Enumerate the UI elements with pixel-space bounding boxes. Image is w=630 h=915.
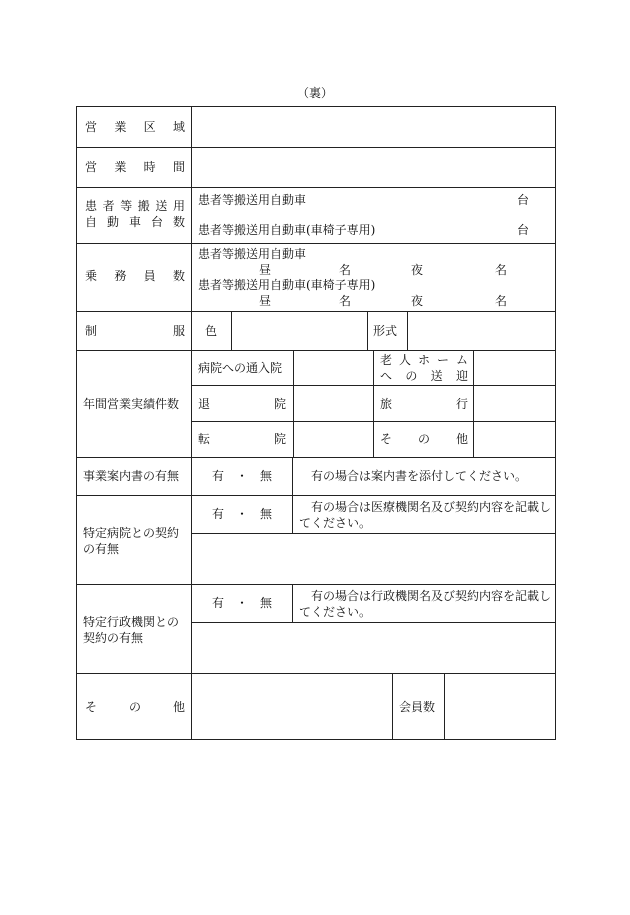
crew-wheelchair-night: 夜 [411, 294, 424, 308]
cell-divider [192, 622, 555, 623]
cell-divider [231, 311, 232, 350]
government-contract-label: 特定行政機関との契約の有無 [83, 615, 180, 645]
annual-results-label: 年間営業実績件数 [83, 397, 180, 411]
row-divider [77, 350, 555, 351]
annual-hospital-label: 病院への通入院 [198, 361, 283, 375]
vehicle-standard-label: 患者等搬送用自動車 [198, 193, 307, 207]
crew-standard-day: 昼 [259, 263, 272, 277]
guide-brochure-note: 有の場合は案内書を添付してください。 [311, 469, 528, 483]
page-title: （裏） [296, 86, 333, 100]
crew-standard-unit: 名 [495, 263, 508, 277]
row-divider [77, 311, 555, 312]
cell-divider [444, 673, 445, 739]
crew-standard-label: 患者等搬送用自動車 [198, 247, 307, 261]
crew-wheelchair-unit: 名 [495, 294, 508, 308]
business-hours-label: 営業時間 [85, 160, 185, 174]
hospital-contract-label: 特定病院との契約の有無 [83, 526, 180, 556]
annual-travel-label: 旅行 [380, 397, 468, 411]
business-area-label: 営業区域 [85, 120, 185, 134]
vehicle-wheelchair-label: 患者等搬送用自動車(車椅子専用) [198, 223, 376, 237]
other-label: その他 [85, 700, 185, 714]
annual-nursing-label-line2: への送迎 [380, 369, 468, 383]
row-divider [77, 243, 555, 244]
hospital-contract-choice[interactable]: 有 ・ 無 [212, 507, 273, 521]
crew-standard-night: 夜 [411, 263, 424, 277]
vehicle-standard-unit: 台 [517, 193, 530, 207]
application-form-table [76, 106, 556, 740]
guide-brochure-label: 事業案内書の有無 [83, 469, 180, 483]
member-count-label: 会員数 [399, 700, 436, 714]
crew-count-label: 乗務員数 [85, 269, 185, 283]
cell-divider [392, 673, 393, 739]
vehicle-wheelchair-unit: 台 [517, 223, 530, 237]
uniform-style-label: 形式 [373, 324, 398, 338]
cell-divider [407, 311, 408, 350]
cell-divider [473, 350, 474, 457]
crew-wheelchair-label: 患者等搬送用自動車(車椅子専用) [198, 278, 376, 292]
uniform-color-label: 色 [205, 324, 218, 338]
cell-divider [292, 457, 293, 495]
label-column-divider [191, 107, 192, 739]
government-contract-note: 有の場合は行政機関名及び契約内容を記載してください。 [299, 589, 552, 619]
cell-divider [373, 350, 374, 457]
vehicle-count-label-line1: 患者等搬送用 [85, 199, 185, 213]
row-divider [77, 673, 555, 674]
row-divider [77, 147, 555, 148]
government-contract-choice[interactable]: 有 ・ 無 [212, 596, 273, 610]
crew-wheelchair-unit: 名 [339, 294, 352, 308]
row-divider [77, 187, 555, 188]
vehicle-count-label-line2: 自動車台数 [85, 215, 185, 229]
cell-divider [192, 533, 555, 534]
annual-nursing-label-line1: 老人ホーム [380, 353, 468, 367]
annual-transfer-label: 転院 [198, 432, 286, 446]
cell-divider [293, 350, 294, 457]
annual-discharge-label: 退院 [198, 397, 286, 411]
hospital-contract-note: 有の場合は医療機関名及び契約内容を記載してください。 [299, 500, 552, 530]
row-divider [77, 584, 555, 585]
crew-standard-unit: 名 [339, 263, 352, 277]
crew-wheelchair-day: 昼 [259, 294, 272, 308]
row-divider [77, 457, 555, 458]
annual-other-label: その他 [380, 432, 468, 446]
row-divider [77, 495, 555, 496]
cell-divider [292, 584, 293, 622]
cell-divider [292, 495, 293, 533]
guide-brochure-choice[interactable]: 有 ・ 無 [212, 469, 273, 483]
uniform-label: 制服 [85, 324, 185, 338]
cell-divider [367, 311, 368, 350]
